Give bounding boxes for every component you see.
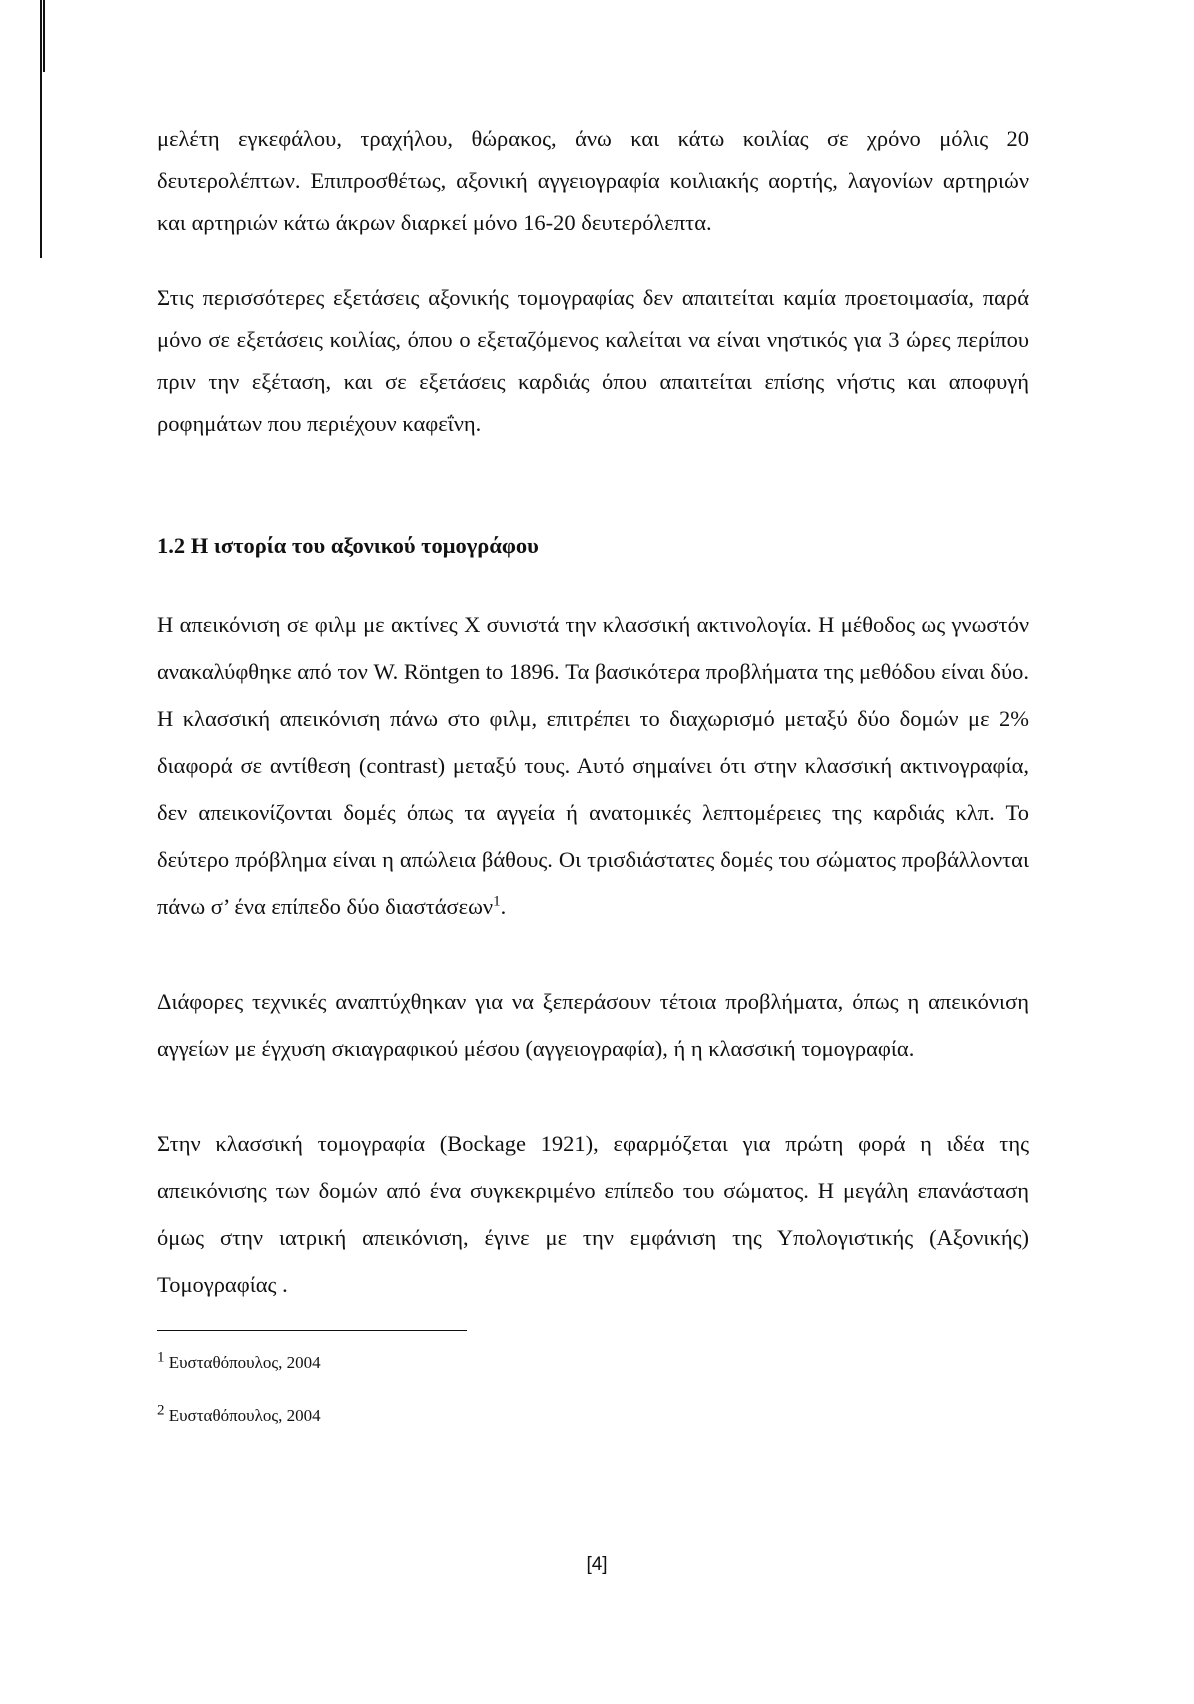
- footnote-separator: [157, 1330, 467, 1331]
- margin-line: [43, 0, 45, 72]
- paragraph-end: .: [500, 894, 507, 919]
- footnote-number: 2: [157, 1402, 165, 1419]
- paragraph: [157, 601, 1029, 930]
- paragraph: Στην κλασσική τομογραφία (Bockage 1921), εφαρμόζεται για πρώτη φορά η ιδέα της απεικόνισης των δομών από ένα συγκεκριμένο επίπεδο του σώματος. Η μεγάλη επανάσταση όμως στην ιατρική απεικόνιση, έγινε με την εμφάνιση της Υπολογιστικής (Αξονικής) Τομογραφίας .: [157, 1131, 1029, 1297]
- paragraph: Στις περισσότερες εξετάσεις αξονικής τομογραφίας δεν απαιτείται καμία προετοιμασία, παρά μόνο σε εξετάσεις κοιλίας, όπου ο εξεταζόμενος καλείται να είναι νηστικός για 3 ώρες περίπου πριν την εξέταση, και σε εξετάσεις καρδιάς όπου απαιτείται επίσης νήστις και αποφυγή ροφημάτων που περιέχουν καφεΐνη.: [157, 285, 1029, 436]
- paragraph: Διάφορες τεχνικές αναπτύχθηκαν για να ξεπεράσουν τέτοια προβλήματα, όπως η απεικόνιση αγγείων με έγχυση σκιαγραφικού μέσου (αγγειογραφία), ή η κλασσική τομογραφία.: [157, 989, 1029, 1061]
- footnote-text: Ευσταθόπουλος, 2004: [168, 1406, 321, 1425]
- footnote-reference: 1: [493, 893, 501, 910]
- footnote-text: Ευσταθόπουλος, 2004: [168, 1353, 321, 1372]
- paragraph-text: Η απεικόνιση σε φιλμ με ακτίνες Χ συνιστά την κλασσική ακτινολογία. Η μέθοδος ως γνωστόν ανακαλύφθηκε από τον W. Röntgen to 1896. Τα βασικότερα προβλήματα της μεθόδου είναι δύο. Η κλασσική απεικόνιση πάνω στο φιλμ, επιτρέπει το διαχωρισμό μεταξύ δύο δομών με 2% διαφορά σε αντίθεση (contrast) μεταξύ τους. Αυτό σημαίνει ότι στην κλασσική ακτινογραφία, δεν απεικονίζονται δομές όπως τα αγγεία ή ανατομικές λεπτομέρειες της καρδιάς κλπ. Το δεύτερο πρόβλημα είναι η απώλεια βάθους. Οι τρισδιάστατες δομές του σώματος προβάλλονται πάνω σ’ ένα επίπεδο δύο διαστάσεων: [157, 612, 1029, 919]
- page-number: [4]: [586, 1554, 608, 1575]
- footnote: [157, 1404, 1029, 1428]
- footnote: [157, 1351, 1029, 1375]
- paragraph: μελέτη εγκεφάλου, τραχήλου, θώρακος, άνω και κάτω κοιλίας σε χρόνο μόλις 20 δευτερολέπτων. Επιπροσθέτως, αξονική αγγειογραφία κοιλιακής αορτής, λαγονίων αρτηριών και αρτηριών κάτω άκρων διαρκεί μόνο 16-20 δευτερόλεπτα.: [157, 126, 1029, 235]
- document-body: [157, 118, 1029, 1428]
- margin-line: [40, 0, 42, 258]
- footnote-number: 1: [157, 1349, 165, 1366]
- section-heading: 1.2 Η ιστορία του αξονικού τομογράφου: [157, 533, 539, 558]
